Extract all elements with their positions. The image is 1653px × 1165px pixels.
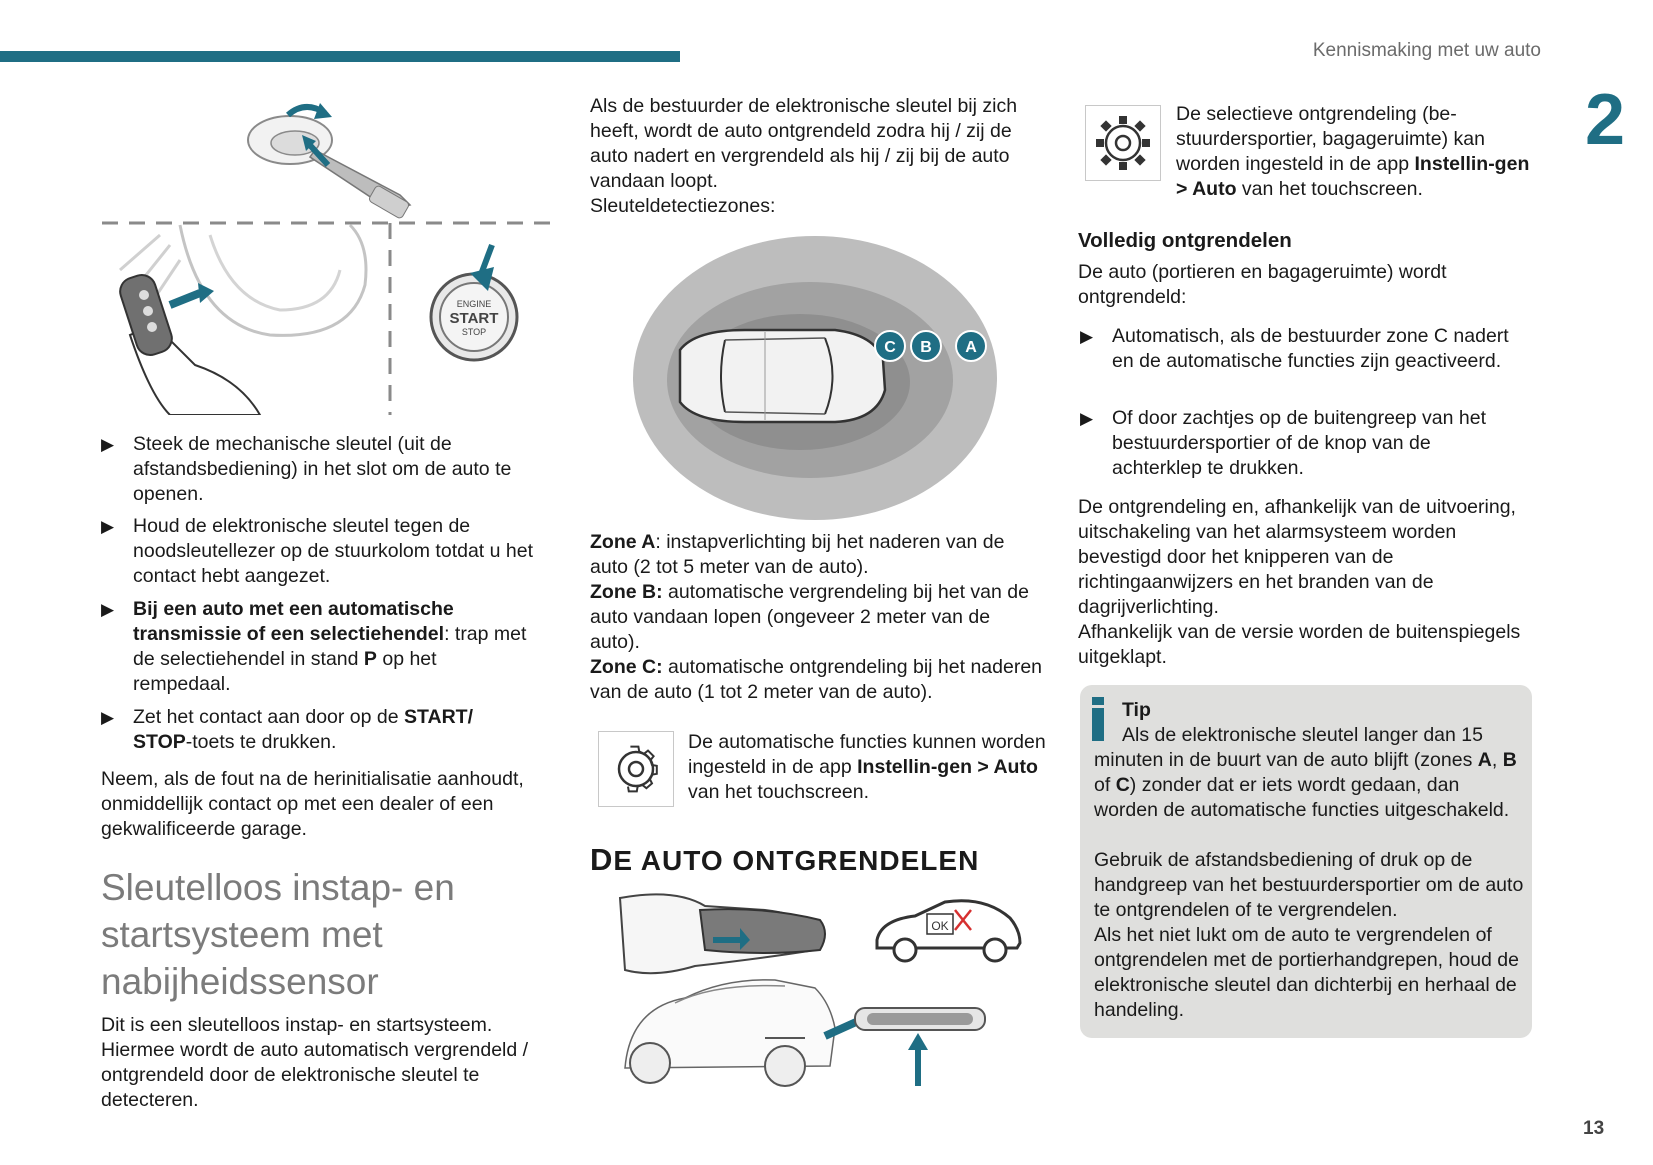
detection-zones-diagram	[625, 230, 1010, 525]
zone-b-text: automatische vergrendeling bij het van de auto vandaan lopen (ongeveer 2 meter van de auto).	[590, 581, 1029, 653]
bullet-arrow-icon: ▶	[1080, 327, 1094, 346]
bullet-arrow-icon: ▶	[1080, 409, 1094, 428]
subheading-full-unlock: Volledig ontgrendelen	[1078, 229, 1292, 252]
paragraph-mirrors: Afhankelijk van de versie worden de buitenspiegels uitgeklapt.	[1078, 621, 1521, 668]
paragraph-confirmation: De ontgrendeling en, afhankelijk van de uitvoering, uitschakeling van het alarmsysteem worden bevestigd door het knipperen van de richtingaanwijzers en het branden van de dagrijverlichting.	[1078, 496, 1516, 618]
key-illustration	[100, 95, 560, 415]
bullet-arrow-icon: ▶	[101, 517, 115, 536]
button-label-engine: ENGINE	[456, 299, 492, 309]
selective-unlock-note: De selectieve ontgrendeling (be-stuurdersportier, bagageruimte) kan worden ingesteld in de app Instellin-gen > Auto van het touchscreen.	[1176, 103, 1530, 200]
paragraph-keyless-intro: Dit is een sleutelloos instap- en startsysteem. Hiermee wordt de auto automatisch vergrendeld / ontgrendeld door de elektronische sleutel te detecteren.	[101, 1014, 529, 1111]
zone-letter-b: B	[920, 339, 932, 356]
settings-note-text: De automatische functies kunnen worden ingesteld in de app Instellin-gen > Auto van het touchscreen.	[688, 731, 1046, 803]
bullet-arrow-icon: ▶	[101, 435, 115, 454]
section-heading-keyless: Sleutelloos instap- en startsysteem met nabijheidssensor	[101, 867, 455, 1002]
gear-icon	[1086, 106, 1160, 180]
ok-label: OK	[931, 919, 949, 933]
zone-b-label: Zone B:	[590, 581, 663, 603]
bullet-arrow-icon: ▶	[101, 708, 115, 727]
paragraph-key-detection: Als de bestuurder de elektronische sleutel bij zich heeft, wordt de auto ontgrendeld zodra hij / zij de auto nadert en vergrendeld als hij / zij bij de auto vandaan loopt.	[590, 95, 1018, 192]
header-accent-bar	[0, 51, 680, 62]
zone-letter-a: A	[965, 339, 977, 356]
list-item: ▶ Bij een auto met een automatische transmissie of een selectiehendel: trap met de selectiehendel in stand P op het rempedaal.	[101, 598, 527, 695]
zones-label: Sleuteldetectiezones:	[590, 195, 776, 217]
page-number: 13	[1583, 1118, 1605, 1139]
list-item: ▶ Automatisch, als de bestuurder zone C nadert en de automatische functies zijn geactiveerd.	[1080, 325, 1509, 372]
zone-letter-c: C	[884, 339, 896, 356]
bullet-arrow-icon: ▶	[101, 600, 115, 619]
button-label-stop: STOP	[461, 327, 487, 337]
list-item: ▶ Houd de elektronische sleutel tegen de noodsleutellezer op de stuurkolom totdat u het contact hebt aangezet.	[101, 515, 534, 587]
unlock-illustration	[615, 888, 1035, 1093]
paragraph-fault: Neem, als de fout na de herinitialisatie aanhoudt, onmiddellijk contact op met een dealer of een gekwalificeerde garage.	[101, 768, 524, 840]
chapter-number: 2	[1585, 80, 1626, 160]
settings-note-box	[1085, 105, 1161, 181]
zone-descriptions	[590, 530, 1045, 705]
tip-text-2: Gebruik de afstandsbediening of druk op de handgreep van het bestuurdersportier om de auto te ontgrendelen of te vergrendelen.	[1094, 849, 1524, 921]
section-heading-unlock: DE AUTO ONTGRENDELEN	[590, 842, 980, 877]
tip-title: Tip	[1122, 699, 1151, 721]
list-item: ▶ Of door zachtjes op de buitengreep van het bestuurdersportier of de knop van de achterklep te drukken.	[1080, 407, 1487, 479]
zone-c-label: Zone C:	[590, 656, 663, 678]
list-item: ▶ Zet het contact aan door op de START/ STOP-toets te drukken.	[101, 706, 473, 753]
section-title: Kennismaking met uw auto	[1312, 40, 1541, 61]
zone-a-text: : instapverlichting bij het naderen van de auto (2 tot 5 meter van de auto).	[590, 531, 1005, 578]
zone-a-label: Zone A	[590, 531, 656, 553]
button-label-start: START	[449, 310, 499, 327]
zone-c-text: automatische ontgrendeling bij het naderen van de auto (1 tot 2 meter van de auto).	[590, 656, 1043, 703]
gear-icon	[599, 732, 673, 806]
paragraph-full-unlock: De auto (portieren en bagageruimte) wordt ontgrendeld:	[1078, 261, 1447, 308]
tip-text: Als de elektronische sleutel langer dan 15 minuten in de buurt van de auto blijft (zones A, B of C) zonder dat er iets wordt gedaan, dan worden de automatische functies uitgeschakeld.	[1094, 724, 1517, 821]
list-item: ▶ Steek de mechanische sleutel (uit de afstandsbediening) in het slot om de auto te openen.	[101, 433, 512, 505]
tip-text-3: Als het niet lukt om de auto te vergrendelen of ontgrendelen met de portierhandgrepen, houd de elektronische sleutel dan dichterbij en herhaal de handeling.	[1094, 924, 1519, 1021]
settings-note-box	[598, 731, 674, 807]
